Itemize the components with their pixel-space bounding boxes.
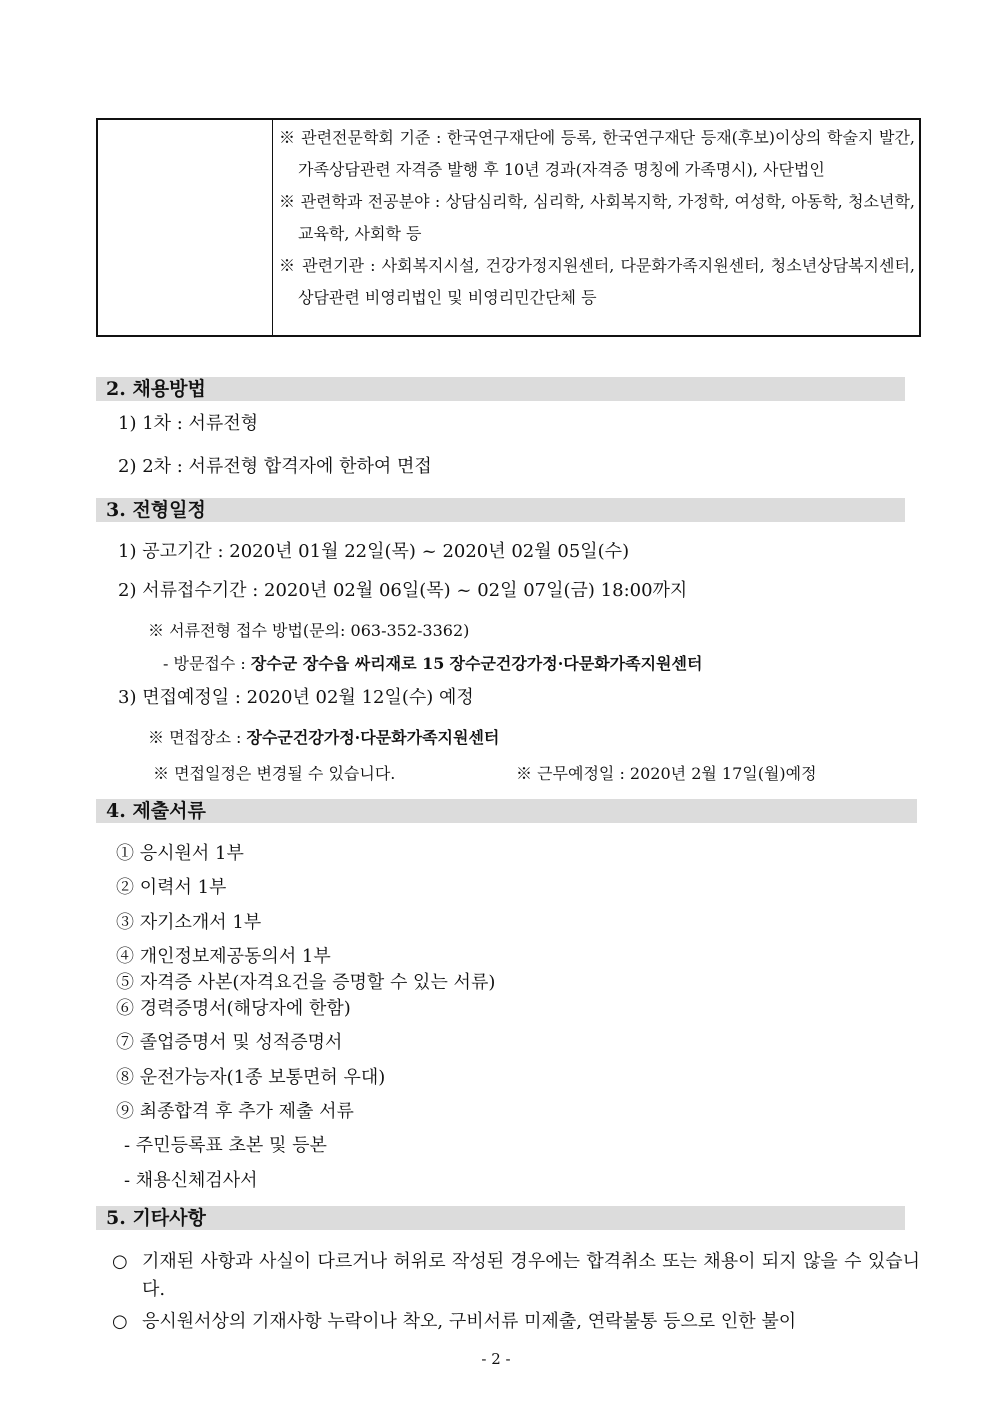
visit-center: 장수군건강가정·다문화가족지원센터 — [449, 654, 703, 673]
list-item: - 주민등록표 초본 및 등본 — [124, 1135, 327, 1156]
place-center: 장수군건강가정·다문화가족지원센터 — [246, 728, 500, 747]
submission-method-note: ※ 서류전형 접수 방법(문의: 063-352-3362) — [148, 621, 470, 640]
place-prefix: ※ 면접장소 : — [148, 728, 242, 747]
note-academic-society: ※ 관련전문학회 기준 : 한국연구재단에 등록, 한국연구재단 등재(후보)이상의 학술지 발간, 가족상담관련 자격증 발행 후 10년 경과(자격증 명칭에 가족명시), 사단법인 — [279, 128, 915, 179]
list-item: ② 이력서 1부 — [116, 877, 227, 898]
note-related-majors: ※ 관련학과 전공분야 : 상담심리학, 심리학, 사회복지학, 가정학, 여성학, 아동학, 청소년학, 교육학, 사회학 등 — [279, 192, 915, 243]
list-item: - 채용신체검사서 — [124, 1170, 258, 1191]
section-title-recruitment-method: 2. 채용방법 — [96, 377, 905, 401]
note-related-institutions: ※ 관련기관 : 사회복지시설, 건강가정지원센터, 다문화가족지원센터, 청소년상담복지센터, 상담관련 비영리법인 및 비영리민간단체 등 — [279, 256, 915, 307]
schedule-announcement: 1) 공고기간 : 2020년 01월 22일(목) ~ 2020년 02월 05일(수) — [118, 541, 630, 562]
table-label-cell — [98, 120, 273, 335]
schedule-change-note: ※ 면접일정은 변경될 수 있습니다. — [153, 764, 396, 783]
schedule-document-submission: 2) 서류접수기간 : 2020년 02월 06일(목) ~ 02일 07일(금) 18:00까지 — [118, 580, 688, 601]
notice-text: 응시원서상의 기재사항 누락이나 착오, 구비서류 미제출, 연락불통 등으로 인한 불이 — [142, 1311, 797, 1332]
schedule-interview: 3) 면접예정일 : 2020년 02월 12일(수) 예정 — [118, 687, 474, 708]
notice-text: 기재된 사항과 사실이 다르거나 허위로 작성된 경우에는 합격취소 또는 채용이 되지 않을 수 있습니다. — [142, 1251, 920, 1300]
section-title-documents: 4. 제출서류 — [96, 799, 917, 823]
page-number: - 2 - — [481, 1350, 511, 1368]
visit-address: 장수군 장수읍 싸리재로 15 — [250, 654, 445, 673]
section-title-other: 5. 기타사항 — [96, 1206, 905, 1230]
section-title-schedule: 3. 전형일정 — [96, 498, 905, 522]
list-item: ③ 자기소개서 1부 — [116, 912, 262, 933]
visit-prefix: - 방문접수 : — [163, 654, 246, 673]
list-item: 1) 1차 : 서류전형 — [118, 413, 259, 434]
list-item: ⑦ 졸업증명서 및 성적증명서 — [116, 1032, 343, 1053]
qualification-table — [96, 118, 921, 337]
list-item: ⑤ 자격증 사본(자격요건을 증명할 수 있는 서류) — [116, 972, 496, 993]
list-item: ⑧ 운전가능자(1종 보통면허 우대) — [116, 1067, 386, 1088]
list-item: ④ 개인정보제공동의서 1부 — [116, 946, 331, 967]
list-item: ⑥ 경력증명서(해당자에 한함) — [116, 998, 351, 1019]
work-start-note: ※ 근무예정일 : 2020년 2월 17일(월)예정 — [516, 764, 817, 783]
interview-place-note — [148, 726, 499, 750]
circle-bullet-icon: ○ — [112, 1251, 128, 1272]
list-item: ⑨ 최종합격 후 추가 제출 서류 — [116, 1101, 354, 1122]
table-notes-cell — [273, 120, 919, 335]
list-item: ① 응시원서 1부 — [116, 843, 244, 864]
notice-paragraph — [112, 1248, 920, 1304]
notice-paragraph — [112, 1308, 920, 1336]
list-item: 2) 2차 : 서류전형 합격자에 한하여 면접 — [118, 456, 432, 477]
circle-bullet-icon: ○ — [112, 1311, 128, 1332]
visit-submission-note — [163, 652, 702, 676]
